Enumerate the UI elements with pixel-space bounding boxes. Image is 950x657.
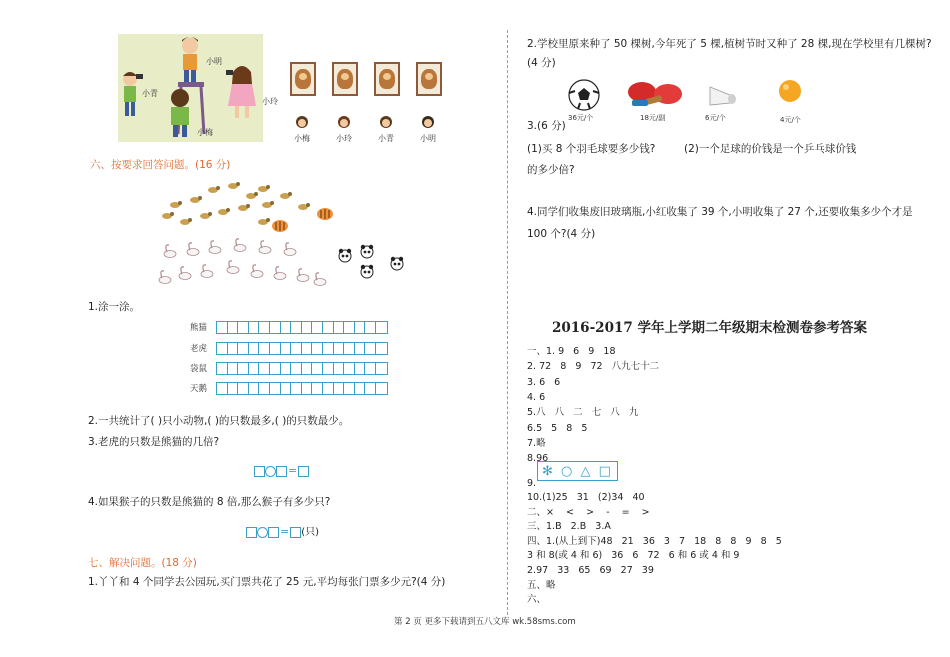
kangaroo-icon bbox=[298, 203, 310, 210]
kid-head-icon bbox=[294, 114, 310, 128]
chart-cell[interactable] bbox=[291, 363, 302, 374]
chart-cell[interactable] bbox=[281, 343, 292, 354]
swan-icon bbox=[187, 243, 199, 256]
answer-line: 4. 6 bbox=[527, 391, 546, 403]
chart-cell[interactable] bbox=[312, 343, 323, 354]
unit-label: (只) bbox=[301, 527, 320, 538]
kangaroo-icon bbox=[208, 186, 220, 193]
answer-line: 二、× < > - = > bbox=[527, 506, 650, 518]
chart-cell[interactable] bbox=[365, 363, 376, 374]
bottom-label: 小青 bbox=[378, 134, 394, 143]
chart-cell[interactable] bbox=[238, 363, 249, 374]
chart-cell[interactable] bbox=[259, 363, 270, 374]
kangaroo-icon bbox=[170, 201, 182, 208]
chart-cell[interactable] bbox=[302, 322, 313, 333]
chart-cell[interactable] bbox=[302, 383, 313, 394]
blank-square[interactable] bbox=[246, 527, 257, 538]
chart-cell[interactable] bbox=[376, 322, 387, 333]
chart-cell[interactable] bbox=[281, 383, 292, 394]
kangaroo-icon bbox=[246, 192, 258, 199]
chart-cell[interactable] bbox=[312, 322, 323, 333]
chart-cell[interactable] bbox=[217, 343, 228, 354]
chart-cell[interactable] bbox=[334, 363, 345, 374]
panda-icon bbox=[361, 245, 373, 258]
answer-line: 2. 72 8 9 72 八九七十二 bbox=[527, 361, 660, 373]
chart-cell[interactable] bbox=[291, 322, 302, 333]
chart-cell[interactable] bbox=[312, 383, 323, 394]
s6-q4: 4.如果猴子的只数是熊猫的 8 倍,那么猴子有多少只? bbox=[88, 496, 331, 508]
price-paddle: 18元/副 bbox=[640, 114, 666, 122]
answer-symbols-box bbox=[537, 461, 618, 481]
s6-q3-formula bbox=[254, 464, 309, 477]
chart-cell[interactable] bbox=[281, 322, 292, 333]
answer-line: 8.96 bbox=[527, 453, 549, 465]
chart-row-label: 袋鼠 bbox=[190, 364, 208, 374]
blank-square[interactable] bbox=[298, 466, 309, 477]
s6-q1: 1.涂一涂。 bbox=[88, 301, 141, 313]
kid-label-xiaomei: 小梅 bbox=[197, 128, 213, 137]
monkey-icon bbox=[421, 69, 437, 89]
animals-illustration bbox=[155, 178, 415, 290]
swan-icon bbox=[164, 245, 176, 258]
bottom-label: 小梅 bbox=[294, 134, 310, 143]
answer-line: 3 和 8(或 4 和 6) 36 6 72 6 和 6 或 4 和 9 bbox=[527, 550, 740, 562]
chart-row bbox=[190, 361, 388, 375]
section7-heading: 七、解决问题。(18 分) bbox=[88, 557, 197, 569]
answer-line: 6.5 5 8 5 bbox=[527, 422, 588, 434]
chart-cell[interactable] bbox=[270, 383, 281, 394]
blank-square[interactable] bbox=[268, 527, 279, 538]
chart-cell[interactable] bbox=[323, 383, 334, 394]
chart-cell[interactable] bbox=[334, 343, 345, 354]
chart-cell[interactable] bbox=[355, 322, 366, 333]
kid-label-xiaoming: 小明 bbox=[206, 57, 222, 66]
chart-cell[interactable] bbox=[249, 322, 260, 333]
chart-cell[interactable] bbox=[228, 322, 239, 333]
blank-circle[interactable] bbox=[257, 527, 268, 538]
swan-icon bbox=[251, 265, 263, 278]
s6-q4-formula bbox=[246, 523, 319, 538]
chart-cell[interactable] bbox=[355, 343, 366, 354]
answer-line: 三、1.B 2.B 3.A bbox=[527, 521, 611, 533]
chart-cell[interactable] bbox=[249, 363, 260, 374]
chart-cell[interactable] bbox=[376, 343, 387, 354]
chart-cell[interactable] bbox=[249, 343, 260, 354]
swan-icon bbox=[201, 265, 213, 278]
equals-sign: = bbox=[280, 525, 290, 538]
chart-cell[interactable] bbox=[228, 383, 239, 394]
chart-cell[interactable] bbox=[238, 343, 249, 354]
r-q3-b: (2)一个足球的价钱是一个乒乓球价钱 bbox=[684, 143, 857, 155]
kid-head-icon bbox=[420, 114, 436, 128]
swan-icon bbox=[297, 269, 309, 282]
chart-cell[interactable] bbox=[376, 383, 387, 394]
kangaroo-icon bbox=[218, 208, 230, 215]
tiger-icon bbox=[272, 220, 288, 232]
sports-drawing bbox=[560, 75, 820, 113]
chart-row-label: 熊猫 bbox=[190, 323, 208, 333]
chart-cell[interactable] bbox=[344, 383, 355, 394]
kangaroo-icon bbox=[258, 185, 270, 192]
swan-icon bbox=[209, 241, 221, 254]
swan-icon bbox=[274, 267, 286, 280]
chart-cell[interactable] bbox=[259, 343, 270, 354]
monkey-photo-3 bbox=[374, 62, 400, 96]
chart-cells bbox=[216, 321, 388, 334]
monkey-icon bbox=[295, 69, 311, 89]
monkey-photos bbox=[290, 62, 442, 96]
chart-cell[interactable] bbox=[217, 383, 228, 394]
chart-cell[interactable] bbox=[376, 363, 387, 374]
answer-line: 一、1. 9 6 9 18 bbox=[527, 346, 616, 357]
answer-line: 五、略 bbox=[527, 579, 556, 591]
chart-cell[interactable] bbox=[365, 322, 376, 333]
chart-row bbox=[190, 320, 388, 334]
chart-cell[interactable] bbox=[344, 343, 355, 354]
chart-cell[interactable] bbox=[334, 383, 345, 394]
monkey-icon bbox=[379, 69, 395, 89]
s7-q1: 1.丫丫和 4 个同学去公园玩,买门票共花了 25 元,平均每张门票多少元?(4 分) bbox=[88, 576, 446, 588]
chart-cell[interactable] bbox=[270, 322, 281, 333]
chart-cell[interactable] bbox=[270, 343, 281, 354]
chart-cell[interactable] bbox=[344, 363, 355, 374]
section6-heading: 六、按要求回答问题。(16 分) bbox=[90, 159, 231, 171]
chart-cell[interactable] bbox=[249, 383, 260, 394]
kangaroo-icon bbox=[180, 218, 192, 225]
shuttlecock-icon bbox=[710, 87, 736, 105]
blank-square[interactable] bbox=[290, 527, 301, 538]
r-q3-b2: 的多少倍? bbox=[527, 164, 575, 176]
football-icon bbox=[569, 80, 599, 110]
chart-cell[interactable] bbox=[302, 343, 313, 354]
chart-cell[interactable] bbox=[228, 363, 239, 374]
kid-bottom-labels bbox=[294, 133, 436, 144]
blank-square[interactable] bbox=[276, 466, 287, 477]
monkey-photo-4 bbox=[416, 62, 442, 96]
price-football: 36元/个 bbox=[568, 114, 594, 122]
swan-icon bbox=[159, 271, 171, 284]
s6-q3: 3.老虎的只数是熊猫的几倍? bbox=[88, 436, 220, 448]
r-q3-a: (1)买 8 个羽毛球要多少钱? bbox=[527, 143, 656, 155]
s6-q2: 2.一共统计了( )只小动物,( )的只数最多,( )的只数最少。 bbox=[88, 415, 350, 427]
answer-line: 3. 6 6 bbox=[527, 376, 561, 388]
kangaroo-icon bbox=[238, 204, 250, 211]
swan-icon bbox=[179, 267, 191, 280]
chart-cell[interactable] bbox=[217, 363, 228, 374]
kids-drawing bbox=[118, 34, 263, 142]
kids-illustration bbox=[118, 34, 263, 142]
chart-row bbox=[190, 341, 388, 355]
tiger-icon bbox=[317, 208, 333, 220]
chart-cell[interactable] bbox=[355, 383, 366, 394]
chart-cell[interactable] bbox=[259, 322, 270, 333]
answer-line: 7.略 bbox=[527, 437, 546, 449]
kangaroo-icon bbox=[262, 201, 274, 208]
r-q4-line1: 4.同学们收集废旧玻璃瓶,小红收集了 39 个,小明收集了 27 个,还要收集多少个才是 bbox=[527, 206, 913, 218]
answer-line: 10.(1)25 31 (2)34 40 bbox=[527, 492, 645, 503]
r-q2-line1: 2.学校里原来种了 50 棵树,今年死了 5 棵,植树节时又种了 28 棵,现在学校里有几棵树? bbox=[527, 38, 932, 50]
chart-cell[interactable] bbox=[323, 322, 334, 333]
swan-icon bbox=[227, 261, 239, 274]
answer-line: 2.97 33 65 69 27 39 bbox=[527, 565, 654, 576]
chart-cell[interactable] bbox=[323, 343, 334, 354]
bottom-label: 小玲 bbox=[336, 134, 352, 143]
bottom-label: 小明 bbox=[420, 134, 436, 143]
chart-cell[interactable] bbox=[291, 343, 302, 354]
kid-heads bbox=[294, 114, 436, 128]
chart-row bbox=[190, 381, 388, 395]
blank-circle[interactable] bbox=[265, 466, 276, 477]
kid-label-xiaoqing: 小青 bbox=[142, 89, 158, 98]
answer-line: 5.八 八 二 七 八 九 bbox=[527, 407, 639, 419]
answer-key-title: 2016-2017 学年上学期二年级期末检测卷参考答案 bbox=[552, 320, 867, 336]
chart-row-label: 天鹅 bbox=[190, 384, 208, 394]
swan-icon bbox=[259, 241, 271, 254]
pingpong-paddle-icon bbox=[628, 82, 682, 106]
chart-cell[interactable] bbox=[334, 322, 345, 333]
chart-cell[interactable] bbox=[355, 363, 366, 374]
column-divider bbox=[507, 30, 508, 615]
kangaroo-icon bbox=[162, 212, 174, 219]
monkey-photo-1 bbox=[290, 62, 316, 96]
panda-icon bbox=[339, 249, 351, 262]
swan-icon bbox=[234, 239, 246, 252]
panda-icon bbox=[361, 265, 373, 278]
chart-cell[interactable] bbox=[238, 383, 249, 394]
chart-cell[interactable] bbox=[302, 363, 313, 374]
r-q2-line2: (4 分) bbox=[527, 57, 556, 69]
animals-drawing bbox=[155, 178, 415, 290]
answer-line: 四、1.(从上到下)48 21 36 3 7 18 8 8 9 8 5 bbox=[527, 535, 782, 547]
r-q4-line2: 100 个?(4 分) bbox=[527, 228, 596, 240]
chart-cell[interactable] bbox=[365, 383, 376, 394]
pingpong-ball-icon bbox=[779, 80, 801, 102]
kangaroo-icon bbox=[258, 218, 270, 225]
chart-cell[interactable] bbox=[312, 363, 323, 374]
kid-head-icon bbox=[336, 114, 352, 128]
chart-cells bbox=[216, 362, 388, 375]
sports-items bbox=[560, 75, 820, 125]
kangaroo-icon bbox=[200, 212, 212, 219]
blank-square[interactable] bbox=[254, 466, 265, 477]
chart-row-label: 老虎 bbox=[190, 344, 208, 354]
monkey-icon bbox=[337, 69, 353, 89]
kangaroo-icon bbox=[190, 196, 202, 203]
answer-line: 六、 bbox=[527, 594, 547, 606]
chart-cell[interactable] bbox=[270, 363, 281, 374]
price-shuttlecock: 6元/个 bbox=[705, 114, 726, 122]
chart-cells bbox=[216, 382, 388, 395]
kid-head-icon bbox=[378, 114, 394, 128]
chart-cell[interactable] bbox=[291, 383, 302, 394]
kangaroo-icon bbox=[228, 182, 240, 189]
chart-cell[interactable] bbox=[344, 322, 355, 333]
answer-line-9: 9. bbox=[527, 478, 537, 489]
kangaroo-icon bbox=[280, 192, 292, 199]
answer-symbols: ✻ ○ △ □ bbox=[542, 463, 613, 479]
chart-cell[interactable] bbox=[238, 322, 249, 333]
equals-sign: = bbox=[288, 464, 298, 477]
kid-label-xiaoling: 小玲 bbox=[262, 97, 278, 106]
monkey-photo-2 bbox=[332, 62, 358, 96]
chart-cell[interactable] bbox=[228, 343, 239, 354]
panda-icon bbox=[391, 257, 403, 270]
page-footer: 第 2 页 更多下载请到五八文库 wk.58sms.com bbox=[394, 617, 576, 627]
chart-cell[interactable] bbox=[323, 363, 334, 374]
chart-cells bbox=[216, 342, 388, 355]
chart-cell[interactable] bbox=[217, 322, 228, 333]
chart-cell[interactable] bbox=[259, 383, 270, 394]
swan-icon bbox=[284, 243, 296, 256]
chart-cell[interactable] bbox=[281, 363, 292, 374]
r-q3-title: 3.(6 分) bbox=[527, 120, 566, 132]
swan-icon bbox=[314, 273, 326, 286]
chart-cell[interactable] bbox=[365, 343, 376, 354]
price-pingpong-ball: 4元/个 bbox=[780, 116, 801, 124]
